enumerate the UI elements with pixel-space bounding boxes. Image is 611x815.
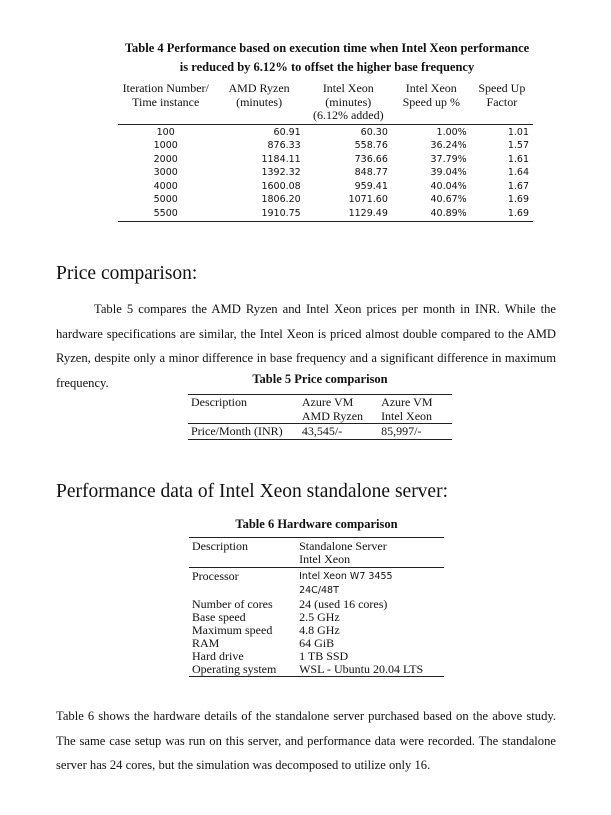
table4-caption xyxy=(100,39,554,77)
cell-spec-value: WSL - Ubuntu 20.04 LTS xyxy=(296,663,444,677)
table6-header-server: Standalone Server Intel Xeon xyxy=(296,538,444,568)
cell-amd-price: 43,545/- xyxy=(299,424,378,440)
performance-heading: Performance data of Intel Xeon standalone server: xyxy=(56,481,448,502)
cell-speedup-factor: 1.01 xyxy=(507,126,529,138)
cell-iteration: 2000 xyxy=(153,153,178,165)
table-row xyxy=(118,207,533,221)
table6-header-row xyxy=(189,538,444,568)
cell-speedup-factor: 1.64 xyxy=(507,167,529,179)
cell-spec-value: Intel Xeon W7 3455 24C/48T xyxy=(299,571,393,596)
table6-hardware-comparison xyxy=(189,537,444,677)
cell-spec-label: Processor xyxy=(192,569,239,583)
cell-speedup-percent: 40.89% xyxy=(392,207,471,221)
table-row xyxy=(118,166,533,180)
cell-spec-value: 1 TB SSD xyxy=(299,649,349,663)
cell-speedup-factor: 1.67 xyxy=(507,180,529,192)
table-row xyxy=(189,663,444,677)
price-comparison-paragraph: Table 5 compares the AMD Ryzen and Intel Xeon prices per month in INR. While the hardware specifications are similar, the Intel Xeon is priced almost double compared to the AMD Ryzen, despite only a minor difference in base frequency and a significant difference in maximum frequency. xyxy=(56,302,556,390)
cell-intel-minutes: 848.77 xyxy=(354,167,388,179)
closing-paragraph: Table 6 shows the hardware details of the standalone server purchased based on the above study. The same case setup was run on this server, and performance data were recorded. The standalone server has 24 cores, but the simulation was decomposed to utilize only 16. xyxy=(56,709,556,772)
table5-header-description: Description xyxy=(188,395,299,424)
cell-spec-label: Maximum speed xyxy=(192,623,273,637)
table4-header-row xyxy=(118,82,533,124)
cell-amd-minutes: 1184.11 xyxy=(261,153,301,165)
cell-amd-minutes: 876.33 xyxy=(267,140,301,152)
cell-amd-minutes: 1600.08 xyxy=(261,180,301,192)
price-comparison-heading: Price comparison: xyxy=(56,263,198,284)
cell-speedup-percent: 1.00% xyxy=(436,126,467,138)
cell-speedup-percent: 39.04% xyxy=(430,167,467,179)
cell-intel-minutes: 1071.60 xyxy=(348,194,388,206)
table6-header-description: Description xyxy=(189,538,296,568)
cell-description: Price/Month (INR) xyxy=(188,424,299,440)
cell-speedup-factor: 1.69 xyxy=(507,194,529,206)
cell-speedup-percent: 36.24% xyxy=(430,140,467,152)
cell-iteration: 1000 xyxy=(153,140,178,152)
cell-spec-value: 4.8 GHz xyxy=(299,623,340,637)
table-row xyxy=(188,424,452,440)
table4-header-intel-speedup: Intel Xeon Speed up % xyxy=(392,82,471,124)
cell-amd-minutes: 60.91 xyxy=(273,126,301,138)
cell-spec-value: 24 (used 16 cores) xyxy=(299,597,388,611)
table-row xyxy=(118,124,533,139)
cell-speedup-percent: 40.04% xyxy=(430,180,467,192)
cell-spec-value: 2.5 GHz xyxy=(299,610,340,624)
cell-iteration: 4000 xyxy=(153,180,178,192)
cell-intel-minutes: 558.76 xyxy=(354,140,388,152)
cell-amd-minutes: 1392.32 xyxy=(261,167,301,179)
cell-intel-minutes: 60.30 xyxy=(360,126,388,138)
cell-spec-value: 64 GiB xyxy=(299,636,335,650)
table4-performance xyxy=(118,82,533,222)
cell-intel-minutes: 959.41 xyxy=(354,180,388,192)
cell-spec-label: Number of cores xyxy=(192,597,273,611)
cell-iteration: 100 xyxy=(156,126,175,138)
table-row xyxy=(189,568,444,599)
table-row xyxy=(118,193,533,207)
cell-speedup-factor: 1.57 xyxy=(507,140,529,152)
cell-intel-minutes: 736.66 xyxy=(354,153,388,165)
table4-header-intel-minutes: Intel Xeon (minutes) (6.12% added) xyxy=(305,82,392,124)
table5-header-intel: Azure VM Intel Xeon xyxy=(378,395,452,424)
cell-amd-minutes: 1910.75 xyxy=(213,207,304,221)
table4-caption-line1: Table 4 Performance based on execution time when Intel Xeon performance xyxy=(124,41,530,55)
table5-price-comparison xyxy=(188,394,452,440)
cell-iteration: 5000 xyxy=(153,194,178,206)
cell-intel-price: 85,997/- xyxy=(378,424,452,440)
cell-iteration: 5500 xyxy=(118,207,213,221)
table4-header-iteration: Iteration Number/ Time instance xyxy=(118,82,213,124)
cell-speedup-factor: 1.69 xyxy=(471,207,533,221)
cell-speedup-percent: 40.67% xyxy=(430,194,467,206)
cell-speedup-percent: 37.79% xyxy=(430,153,467,165)
cell-spec-label: RAM xyxy=(192,636,220,650)
cell-iteration: 3000 xyxy=(153,167,178,179)
table5-caption: Table 5 Price comparison xyxy=(252,372,388,386)
table-row xyxy=(118,180,533,194)
cell-speedup-factor: 1.61 xyxy=(507,153,529,165)
table4-header-amd: AMD Ryzen (minutes) xyxy=(213,82,304,124)
cell-spec-label: Hard drive xyxy=(192,649,244,663)
table5-header-amd: Azure VM AMD Ryzen xyxy=(299,395,378,424)
table6-caption: Table 6 Hardware comparison xyxy=(235,517,398,531)
cell-spec-label: Base speed xyxy=(192,610,246,624)
table-row xyxy=(118,153,533,167)
table5-header-row xyxy=(188,395,452,424)
cell-intel-minutes: 1129.49 xyxy=(305,207,392,221)
table-row xyxy=(118,139,533,153)
cell-amd-minutes: 1806.20 xyxy=(261,194,301,206)
table4-caption-line2: is reduced by 6.12% to offset the higher base frequency xyxy=(179,60,475,74)
cell-spec-label: Operating system xyxy=(189,663,296,677)
table4-header-speedup-factor: Speed Up Factor xyxy=(471,82,533,124)
